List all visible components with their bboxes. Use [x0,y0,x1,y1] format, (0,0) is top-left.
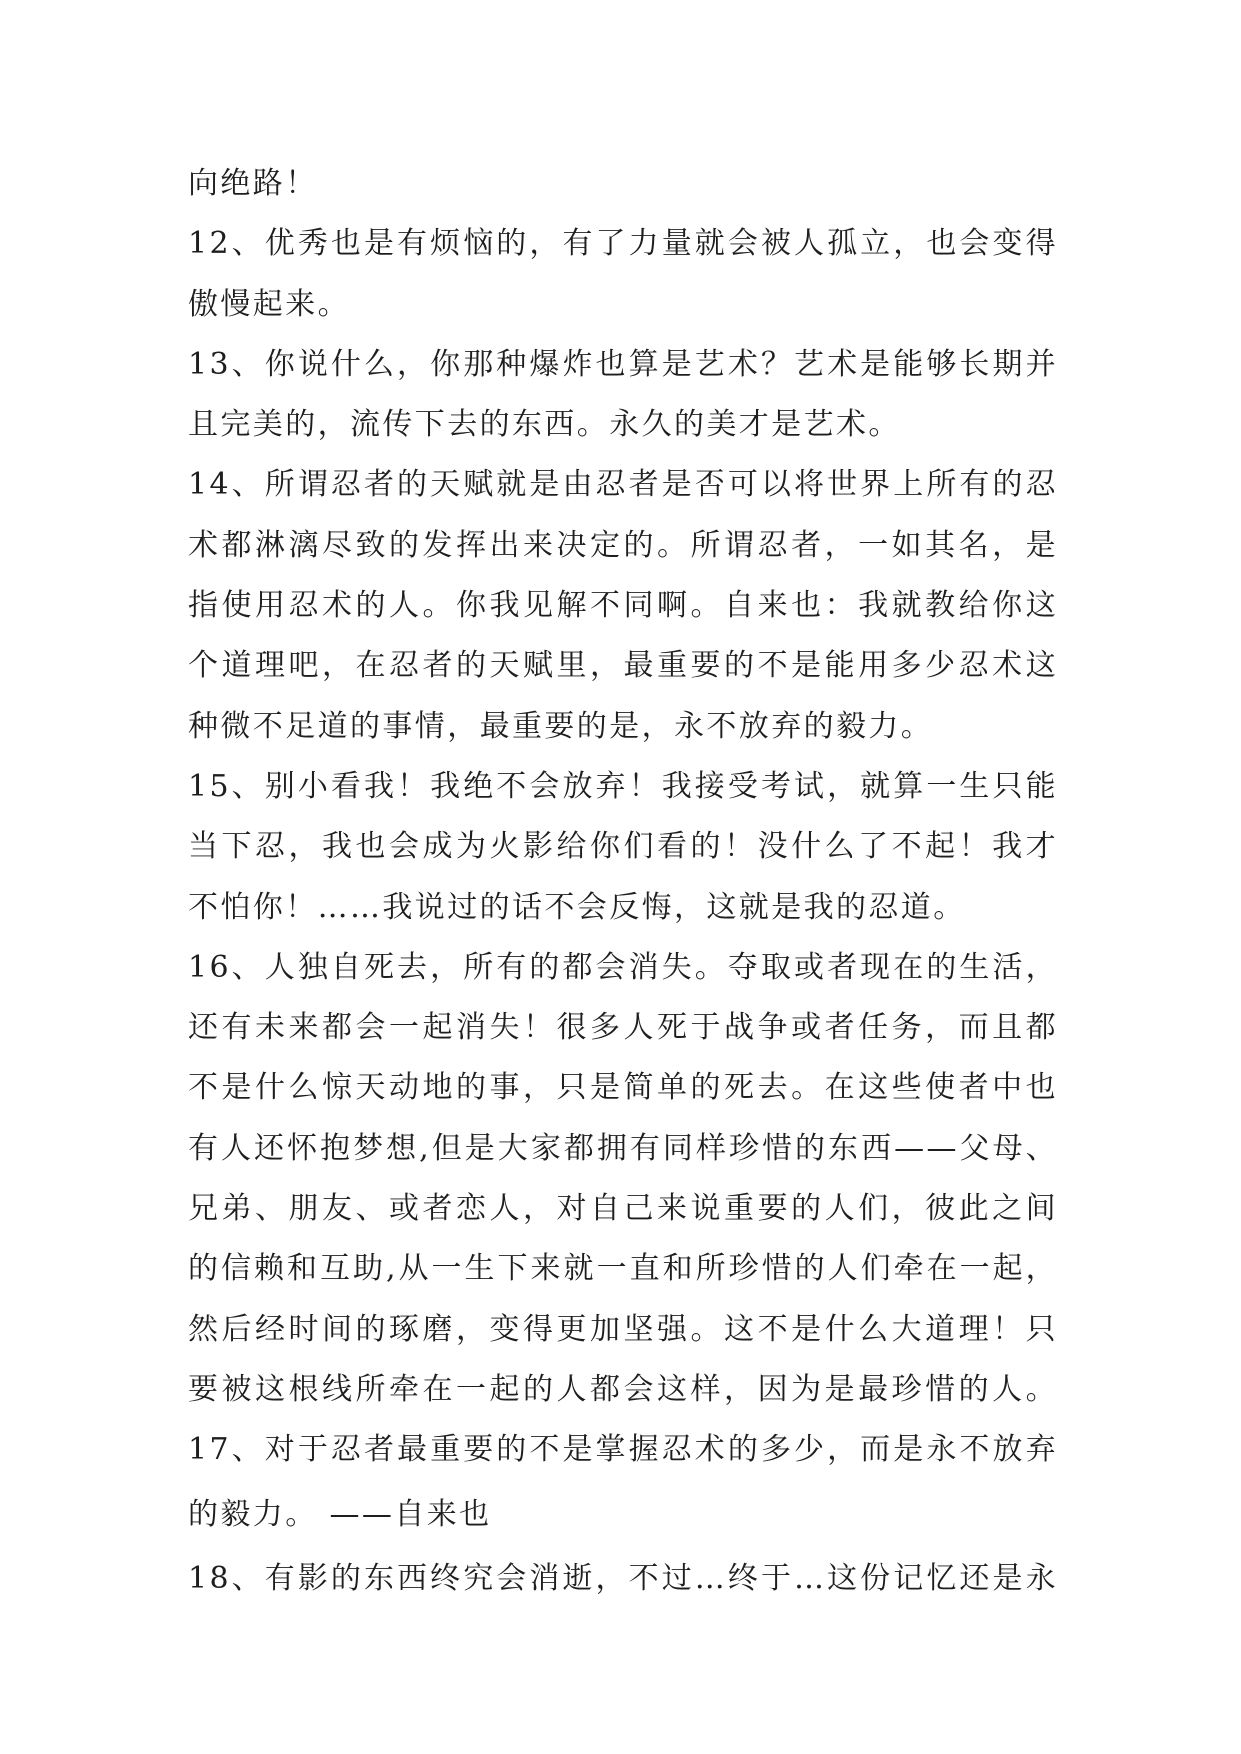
text-line: 向绝路！ [188,166,318,201]
text-line: 的毅力。 ——自来也 [188,1496,492,1532]
text-line: 15、别小看我！我绝不会放弃！我接受考试，就算一生只能 [188,768,1058,804]
text-line: 傲慢起来。 [188,286,350,322]
text-line: 12、优秀也是有烦恼的，有了力量就会被人孤立，也会变得 [188,226,1058,262]
text-line: 指使用忍术的人。你我见解不同啊。自来也：我就教给你这 [188,588,1058,624]
text-line: 14、所谓忍者的天赋就是由忍者是否可以将世界上所有的忍 [188,467,1058,503]
text-line: 种微不足道的事情，最重要的是，永不放弃的毅力。 [188,708,934,744]
text-line: 13、你说什么，你那种爆炸也算是艺术？艺术是能够长期并 [188,346,1058,382]
text-line: 16、人独自死去，所有的都会消失。夺取或者现在的生活， [188,949,1058,985]
text-line: 且完美的，流传下去的东西。永久的美才是艺术。 [188,407,901,443]
text-line: 术都淋漓尽致的发挥出来决定的。所谓忍者，一如其名，是 [188,527,1058,563]
text-line: 个道理吧，在忍者的天赋里，最重要的不是能用多少忍术这 [188,648,1058,684]
text-line: 还有未来都会一起消失！很多人死于战争或者任务，而且都 [188,1010,1058,1046]
text-line: 不怕你！……我说过的话不会反悔，这就是我的忍道。 [188,889,966,925]
text-line: 17、对于忍者最重要的不是掌握忍术的多少，而是永不放弃 [188,1432,1058,1468]
text-line: 18、有影的东西终究会消逝，不过…终于…这份记忆还是永 [188,1560,1058,1596]
document-body [188,154,1058,1609]
text-line: 不是什么惊天动地的事，只是简单的死去。在这些使者中也 [188,1070,1058,1106]
text-line: 要被这根线所牵在一起的人都会这样，因为是最珍惜的人。 [188,1371,1058,1407]
text-line: 的信赖和互助,从一生下来就一直和所珍惜的人们牵在一起， [188,1251,1058,1287]
text-line: 兄弟、朋友、或者恋人，对自己来说重要的人们，彼此之间 [188,1191,1058,1227]
text-line: 有人还怀抱梦想,但是大家都拥有同样珍惜的东西——父母、 [188,1130,1058,1166]
text-line: 当下忍，我也会成为火影给你们看的！没什么了不起！我才 [188,829,1058,865]
text-line: 然后经时间的琢磨，变得更加坚强。这不是什么大道理！只 [188,1311,1058,1347]
